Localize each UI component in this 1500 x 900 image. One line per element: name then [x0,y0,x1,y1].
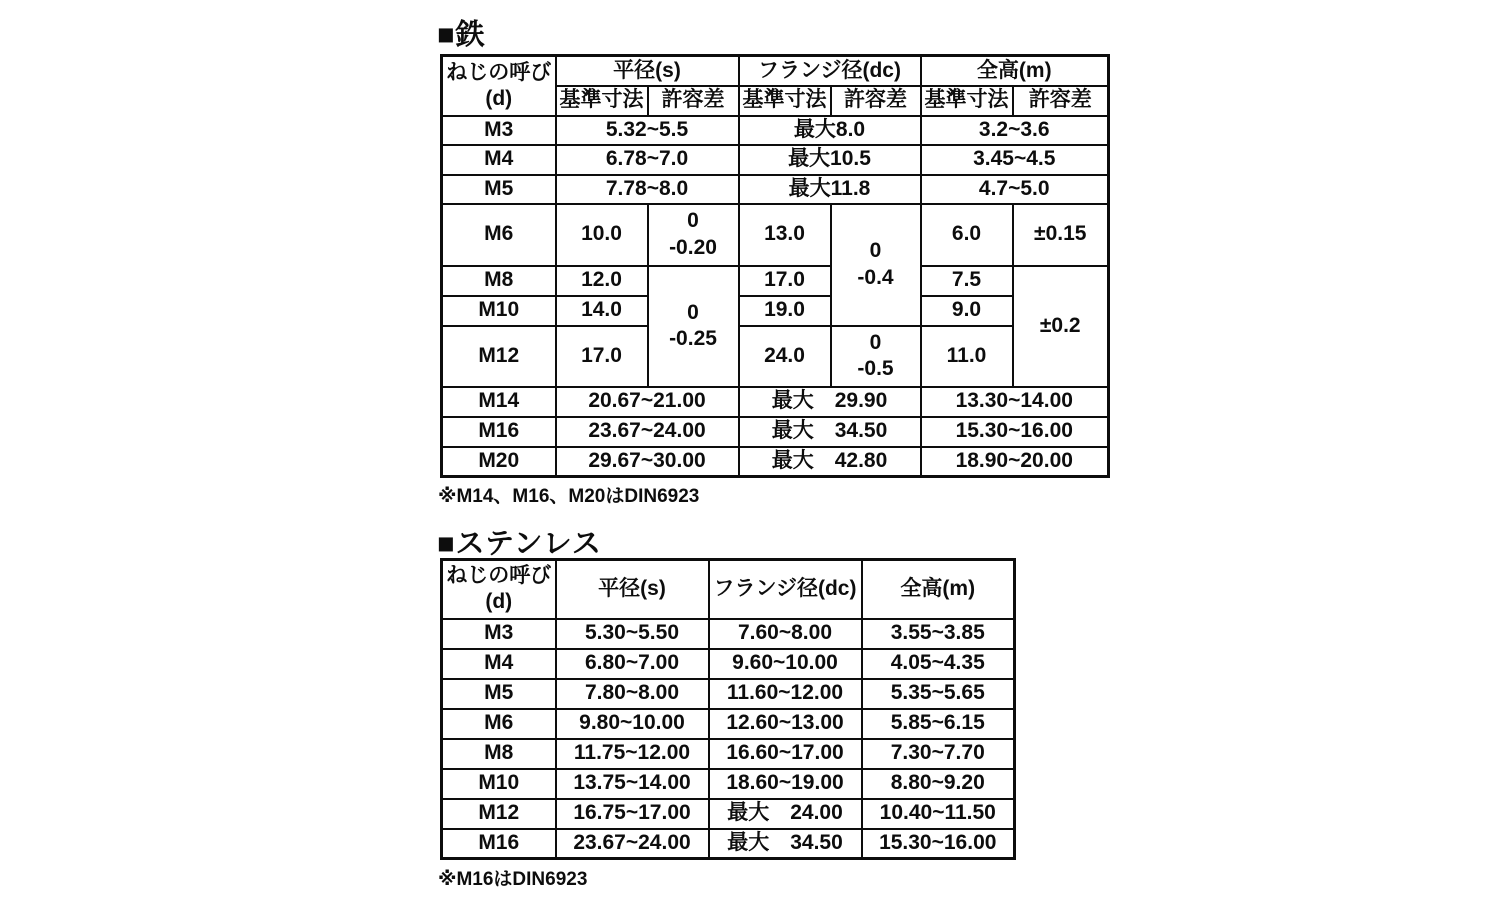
cell-m4-s: 6.78~7.0 [556,145,739,175]
cell-m5-s: 7.78~8.0 [556,175,739,204]
cell-m: 5.85~6.15 [862,709,1015,739]
cell-m8-m-basic: 7.5 [921,266,1013,296]
table-row [442,266,1109,296]
cell-m20-label: M20 [442,447,556,477]
table-row [442,447,1109,477]
iron-header-flange-dia: フランジ径(dc) [739,56,921,86]
cell-label: M5 [442,679,556,709]
table-row [442,679,1015,709]
cell-m20-s: 29.67~30.00 [556,447,739,477]
cell-label: M3 [442,619,556,649]
cell-m10-s-basic: 14.0 [556,296,648,326]
table-row [442,296,1109,326]
cell-label: M10 [442,769,556,799]
cell-label: M4 [442,649,556,679]
cell-m: 15.30~16.00 [862,829,1015,859]
iron-footnote: ※M14、M16、M20はDIN6923 [438,486,700,507]
cell-s: 13.75~14.00 [556,769,709,799]
cell-m6-s-tol: 0 -0.20 [648,204,739,266]
iron-spec-table [440,54,1110,478]
table-row [442,204,1109,266]
table-row [442,145,1109,175]
cell-m10-dc-basic: 19.0 [739,296,831,326]
iron-header-width-across-flats: 平径(s) [556,56,739,86]
cell-m6-m-basic: 6.0 [921,204,1013,266]
iron-subheader-basic-s: 基準寸法 [556,86,648,116]
cell-s: 9.80~10.00 [556,709,709,739]
cell-m14-dc: 最大 29.90 [739,387,921,417]
stainless-header-flange-dia: フランジ径(dc) [709,560,862,619]
cell-m: 3.55~3.85 [862,619,1015,649]
cell-m16-m: 15.30~16.00 [921,417,1109,447]
table-row [442,387,1109,417]
cell-m4-dc: 最大10.5 [739,145,921,175]
cell-m3-label: M3 [442,116,556,145]
table-row [442,739,1015,769]
cell-m14-label: M14 [442,387,556,417]
cell-m3-dc: 最大8.0 [739,116,921,145]
cell-m16-s: 23.67~24.00 [556,417,739,447]
cell-m: 4.05~4.35 [862,649,1015,679]
cell-m3-m: 3.2~3.6 [921,116,1109,145]
table-row [442,175,1109,204]
stainless-spec-table [440,558,1016,860]
iron-header-overall-height: 全高(m) [921,56,1109,86]
cell-s: 5.30~5.50 [556,619,709,649]
cell-m4-m: 3.45~4.5 [921,145,1109,175]
cell-m4-label: M4 [442,145,556,175]
cell-dc: 12.60~13.00 [709,709,862,739]
cell-m: 8.80~9.20 [862,769,1015,799]
cell-s: 23.67~24.00 [556,829,709,859]
stainless-footnote: ※M16はDIN6923 [438,869,588,890]
cell-dc: 7.60~8.00 [709,619,862,649]
iron-subheader-tol-s: 許容差 [648,86,739,116]
table-row [442,799,1015,829]
table-row [442,619,1015,649]
cell-m3-s: 5.32~5.5 [556,116,739,145]
cell-m12-dc-tol: 0 -0.5 [831,326,921,387]
cell-m14-m: 13.30~14.00 [921,387,1109,417]
cell-m12-m-basic: 11.0 [921,326,1013,387]
cell-m6-label: M6 [442,204,556,266]
cell-m6-dc-basic: 13.0 [739,204,831,266]
table-row [442,417,1109,447]
cell-m12-label: M12 [442,326,556,387]
stainless-section-title: ■ステンレス [437,528,602,560]
iron-subheader-tol-dc: 許容差 [831,86,921,116]
table-row [442,769,1015,799]
cell-m16-label: M16 [442,417,556,447]
cell-m20-dc: 最大 42.80 [739,447,921,477]
cell-m8-dc-basic: 17.0 [739,266,831,296]
cell-s: 16.75~17.00 [556,799,709,829]
cell-m: 5.35~5.65 [862,679,1015,709]
table-row [442,326,1109,387]
cell-m14-s: 20.67~21.00 [556,387,739,417]
cell-m8-label: M8 [442,266,556,296]
cell-label: M6 [442,709,556,739]
cell-m: 7.30~7.70 [862,739,1015,769]
cell-m8-s-basic: 12.0 [556,266,648,296]
iron-subheader-tol-m: 許容差 [1013,86,1109,116]
cell-s: 6.80~7.00 [556,649,709,679]
cell-s: 7.80~8.00 [556,679,709,709]
cell-m10-label: M10 [442,296,556,326]
table-row [442,649,1015,679]
table-row [442,116,1109,145]
cell-label: M12 [442,799,556,829]
iron-subheader-basic-m: 基準寸法 [921,86,1013,116]
cell-m5-m: 4.7~5.0 [921,175,1109,204]
cell-dc: 最大 34.50 [709,829,862,859]
cell-dc: 最大 24.00 [709,799,862,829]
cell-m6-s-basic: 10.0 [556,204,648,266]
cell-label: M16 [442,829,556,859]
cell-m12-s-basic: 17.0 [556,326,648,387]
stainless-header-width-across-flats: 平径(s) [556,560,709,619]
cell-m8-m12-s-tol: 0 -0.25 [648,266,739,387]
iron-section-title: ■鉄 [437,19,486,51]
cell-m16-dc: 最大 34.50 [739,417,921,447]
table-row [442,829,1015,859]
cell-dc: 16.60~17.00 [709,739,862,769]
cell-m6-m-tol: ±0.15 [1013,204,1109,266]
cell-dc: 18.60~19.00 [709,769,862,799]
cell-m: 10.40~11.50 [862,799,1015,829]
cell-dc: 11.60~12.00 [709,679,862,709]
cell-m20-m: 18.90~20.00 [921,447,1109,477]
cell-m8-m12-m-tol: ±0.2 [1013,266,1109,387]
cell-label: M8 [442,739,556,769]
cell-m5-label: M5 [442,175,556,204]
stainless-header-overall-height: 全高(m) [862,560,1015,619]
table-row [442,709,1015,739]
cell-dc: 9.60~10.00 [709,649,862,679]
cell-m5-dc: 最大11.8 [739,175,921,204]
cell-m12-dc-basic: 24.0 [739,326,831,387]
iron-header-row-groups [442,56,1109,86]
stainless-header-screw-size: ねじの呼び (d) [442,560,556,619]
iron-subheader-basic-dc: 基準寸法 [739,86,831,116]
cell-m6-m10-dc-tol: 0 -0.4 [831,204,921,326]
cell-m10-m-basic: 9.0 [921,296,1013,326]
iron-header-screw-size: ねじの呼び (d) [442,56,556,116]
stainless-header-row [442,560,1015,619]
cell-s: 11.75~12.00 [556,739,709,769]
